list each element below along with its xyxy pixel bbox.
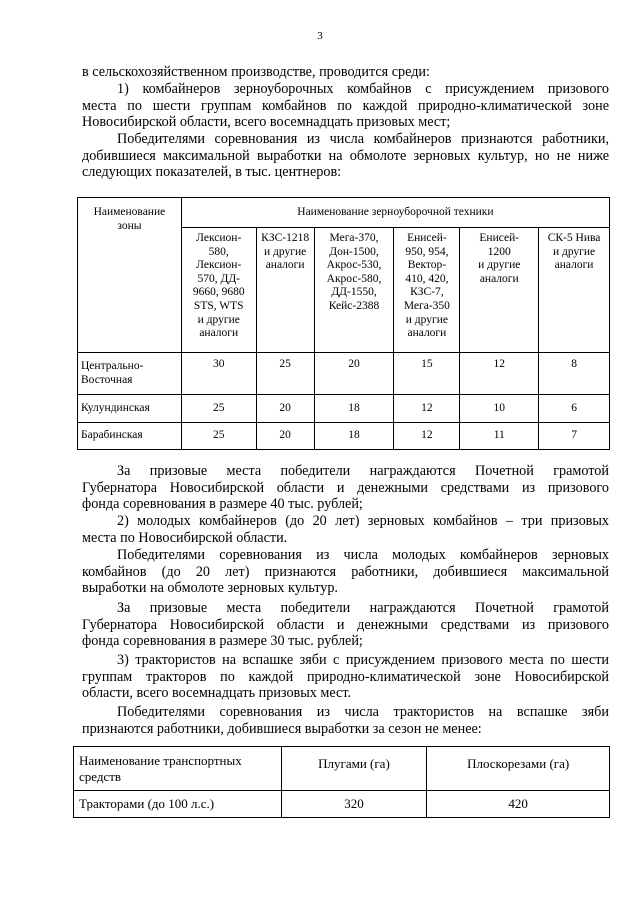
value-cell: 20 [256,395,314,423]
paragraph-winners-combine [82,131,609,181]
header-line: ДД-1550, [331,286,377,299]
column-header-lexion [181,228,256,353]
table-row [74,791,610,818]
value-cell: 10 [460,395,539,423]
text-line: Победителями соревнования из числа трактористов на вспашке зяби [117,704,609,720]
zone-cell: Барабинская [78,423,182,450]
column-header-kzs [256,228,314,353]
paragraph-item-2 [82,513,609,546]
text-line: 3) трактористов на вспашке зяби с присуждением призового места по шести [117,652,609,668]
text-line: Губернатора Новосибирской области и денежными средствами из призового [82,479,609,496]
value-cell: 6 [539,395,610,423]
flat-cutters-value: 420 [427,791,610,818]
header-line: КЗС-7, [410,286,444,299]
paragraph-prize-40k [82,463,609,513]
header-line: 580, [208,245,229,258]
flat-cutters-header: Плоскорезами (га) [427,747,610,791]
value-cell: 18 [314,423,394,450]
value-cell: 12 [460,353,539,395]
header-line: аналоги [554,259,594,272]
value-cell: 20 [256,423,314,450]
ploughs-header: Плугами (га) [281,747,427,791]
zone-line: Восточная [81,373,133,386]
paragraph-item-1 [82,81,609,131]
text-line: За призовые места победители награждаются Почетной грамотой [117,463,609,479]
text-line: в сельскохозяйственном производстве, проводится среди: [82,64,430,80]
header-line: STS, WTS [193,299,244,312]
value-cell: 12 [394,395,460,423]
paragraph-winners-young [82,547,609,597]
text-line: Победителями соревнования из числа молодых комбайнеров зерновых [117,547,609,563]
header-line: Лексион- [196,259,242,272]
text-line: Губернатора Новосибирской области и денежными средствами из призового [82,616,609,633]
text-line: следующих показателей, в тыс. центнеров: [82,164,342,181]
text-line: За призовые места победители награждаются Почетной грамотой [117,600,609,616]
header-line: средств [79,768,122,784]
text-line: 2) молодых комбайнеров (до 20 лет) зерновых комбайнов – три призовых [117,513,609,529]
header-line: Акрос-580, [326,272,382,285]
transport-name-cell: Тракторами (до 100 л.с.) [74,791,282,818]
value-cell: 7 [539,423,610,450]
value-cell: 15 [394,353,460,395]
header-line: и другие [478,259,521,272]
text-line: фонда соревнования в размере 30 тыс. рублей; [82,633,363,650]
zone-header-line: Наименование [93,206,166,218]
zone-header-line: зоны [117,219,142,232]
header-line: Наименование транспортных [79,753,242,768]
header-line: аналоги [479,272,519,285]
text-line: Победителями соревнования из числа комбайнеров признаются работники, [117,131,609,147]
text-line: добившиеся максимальной выработки на обмолоте зерновых культур, но не ниже [82,147,609,164]
value-cell: 25 [181,395,256,423]
text-line: группам тракторов по каждой природно-климатической зоне Новосибирской [82,668,609,685]
column-header-sk5-niva [539,228,610,353]
header-line: 410, 420, [405,272,449,285]
paragraph-item-3 [82,652,609,702]
text-line: места по шести группам комбайнов по каждой природно-климатической зоне [82,97,609,114]
header-line: Мега-370, [329,232,379,244]
paragraph-intro [82,64,609,81]
value-cell: 20 [314,353,394,395]
header-line: аналоги [199,327,239,340]
header-line: 570, ДД- [197,272,240,285]
value-cell: 12 [394,423,460,450]
ploughs-value: 320 [281,791,427,818]
zone-line: Центрально- [81,359,144,372]
text-line: выработки на обмолоте зерновых культур. [82,580,338,597]
tractor-thresholds-table [73,746,610,818]
header-line: и другие [264,245,307,258]
zone-header-cell [78,198,182,353]
text-line: комбайнов (до 20 лет) признаются работники, добившиеся максимальной [82,563,609,580]
text-line: места по Новосибирской области. [82,529,288,546]
machinery-group-header: Наименование зерноуборочной техники [181,198,609,228]
value-cell: 11 [460,423,539,450]
header-line: Мега-350 [403,299,450,312]
header-line: Лексион- [196,232,242,244]
text-line: Новосибирской области, всего восемнадцать призовых мест; [82,114,451,131]
header-line: Кейс-2388 [328,299,380,312]
header-line: Акрос-530, [326,259,382,272]
header-line: и другие [197,313,240,326]
header-line: аналоги [265,259,305,272]
column-header-mega [314,228,394,353]
page-number: 3 [317,30,323,42]
header-line: Енисей- [407,232,447,244]
header-line: аналоги [407,327,447,340]
paragraph-winners-tractor [82,704,609,737]
header-line: 9660, 9680 [192,286,245,299]
header-line: КЗС-1218 [261,232,310,244]
header-line: Вектор- [407,259,447,272]
table-row [78,395,610,423]
text-line: области, всего восемнадцать призовых мест. [82,685,352,702]
header-line: 1200 [487,245,511,258]
header-line: и другие [405,313,448,326]
text-line: 1) комбайнеров зерноуборочных комбайнов с присуждением призового [117,81,609,97]
header-line: Дон-1500, [329,245,379,258]
transport-header-cell [74,747,282,791]
header-line: и другие [552,245,596,258]
combine-thresholds-table [77,197,610,450]
value-cell: 25 [181,423,256,450]
table-row [78,423,610,450]
table-row [78,353,610,395]
header-line: 950, 954, [405,245,449,258]
text-line: признаются работники, добившиеся выработки за сезон не менее: [82,720,482,737]
header-line: СК-5 Нива [547,232,601,244]
value-cell: 8 [539,353,610,395]
zone-cell [78,353,182,395]
column-header-enisey-1200 [460,228,539,353]
value-cell: 25 [256,353,314,395]
value-cell: 18 [314,395,394,423]
text-line: фонда соревнования в размере 40 тыс. рублей; [82,496,363,513]
paragraph-prize-30k [82,600,609,650]
column-header-enisey-950 [394,228,460,353]
value-cell: 30 [181,353,256,395]
header-line: Енисей- [479,232,520,244]
zone-cell: Кулундинская [78,395,182,423]
